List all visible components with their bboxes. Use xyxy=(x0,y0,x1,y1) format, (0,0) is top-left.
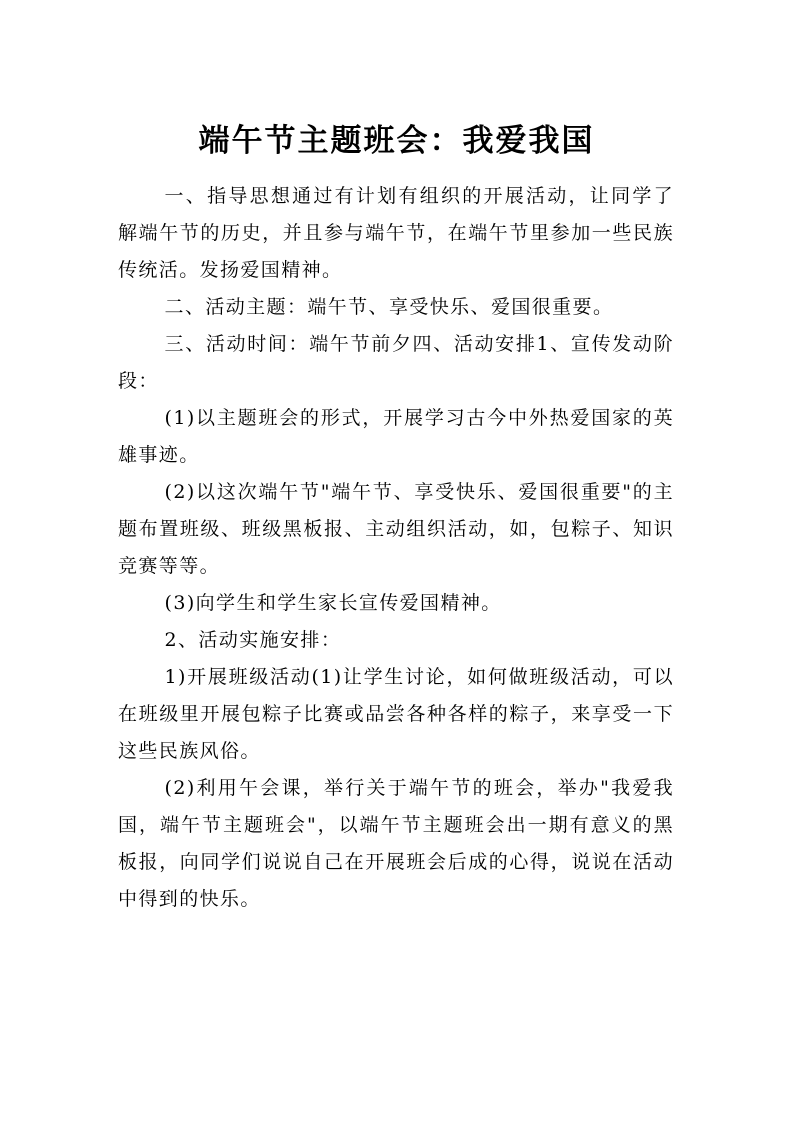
document-body xyxy=(118,178,674,918)
paragraph-activity-theme: 二、活动主题：端午节、享受快乐、爱国很重要。 xyxy=(164,296,614,318)
paragraph-item-2: (2)以这次端午节"端午节、享受快乐、爱国很重要"的主题布置班级、班级黑板报、主动组织活动，如，包粽子、知识竞赛等等。 xyxy=(118,481,674,577)
paragraph-class-meeting: (2)利用午会课，举行关于端午节的班会，举办"我爱我国，端午节主题班会"，以端午节主题班会出一期有意义的黑板报，向同学们说说自己在开展班会后成的心得，说说在活动中得到的快乐。 xyxy=(118,777,674,910)
paragraph-guiding-ideology: 一、指导思想通过有计划有组织的开展活动，让同学了解端午节的历史，并且参与端午节，在端午节里参加一些民族传统活。发扬爱国精神。 xyxy=(118,185,674,281)
paragraph-item-1: (1)以主题班会的形式，开展学习古今中外热爱国家的英雄事迹。 xyxy=(118,407,674,466)
paragraph-class-activity: 1)开展班级活动(1)让学生讨论，如何做班级活动，可以在班级里开展包粽子比赛或品尝各种各样的粽子，来享受一下这些民族风俗。 xyxy=(118,666,674,762)
paragraph-implementation: 2、活动实施安排： xyxy=(164,629,342,651)
paragraph-item-3: (3)向学生和学生家长宣传爱国精神。 xyxy=(164,592,502,614)
paragraph-activity-time: 三、活动时间：端午节前夕四、活动安排1、宣传发动阶段： xyxy=(118,333,674,392)
document-title: 端午节主题班会：我爱我国 xyxy=(198,123,595,159)
